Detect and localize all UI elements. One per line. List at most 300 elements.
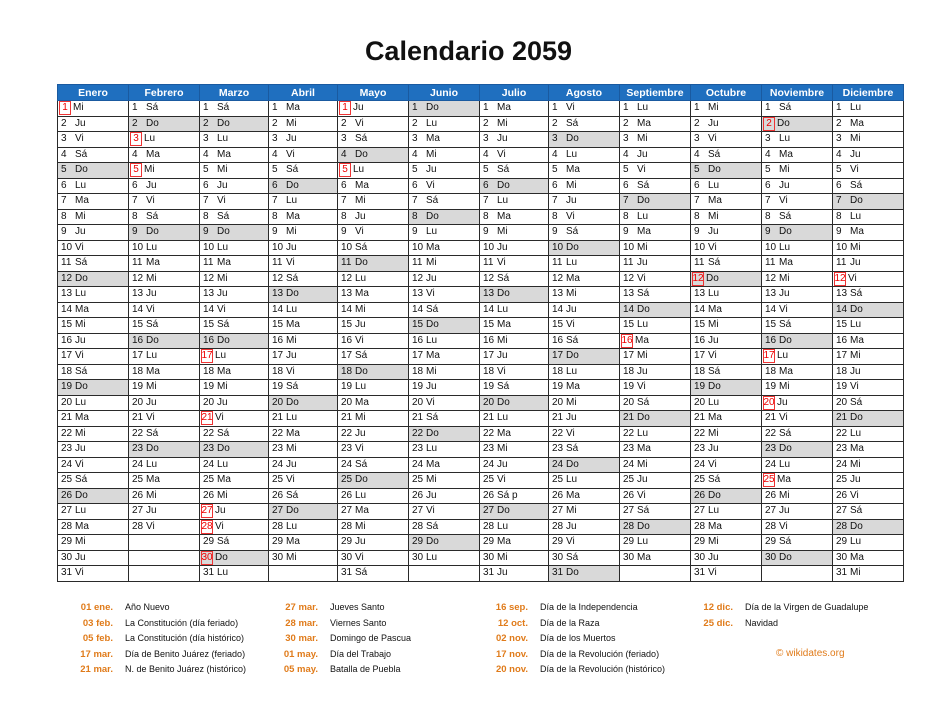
weekday-abbr: Sá [779, 210, 792, 222]
day-cell [58, 256, 129, 272]
weekday-abbr: Ma [566, 489, 580, 501]
weekday-abbr: Ma [75, 303, 89, 315]
day-number: 1 [623, 102, 629, 114]
day-number: 7 [765, 195, 771, 207]
weekday-abbr: Ma [779, 365, 793, 377]
day-cell [833, 209, 904, 225]
day-number: 28 [201, 520, 213, 532]
holiday-date: 28 mar. [285, 617, 318, 629]
day-cell [338, 209, 409, 225]
day-number: 2 [836, 117, 842, 129]
weekday-abbr: Lu [708, 288, 720, 300]
weekday-abbr: Sá [355, 458, 368, 470]
day-cell [58, 287, 129, 303]
day-cell [833, 535, 904, 551]
weekday-abbr: Vi [779, 303, 788, 315]
day-number: 15 [694, 319, 706, 331]
day-cell [620, 411, 691, 427]
weekday-abbr: Do [286, 288, 299, 300]
day-number: 23 [623, 443, 635, 455]
day-cell [129, 101, 200, 117]
day-cell [620, 287, 691, 303]
day-number: 26 [694, 489, 706, 501]
weekday-abbr: Do [146, 226, 159, 238]
day-cell [833, 271, 904, 287]
day-number: 5 [765, 164, 771, 176]
weekday-abbr: Vi [566, 427, 575, 439]
weekday-abbr: Sá [708, 148, 721, 160]
holiday-name: Navidad [745, 617, 779, 628]
day-cell [200, 333, 269, 349]
day-cell [833, 287, 904, 303]
day-number: 17 [201, 350, 213, 362]
holiday-name: Viernes Santo [330, 617, 387, 628]
day-number: 28 [552, 520, 564, 532]
day-cell [833, 504, 904, 520]
day-row [58, 380, 904, 396]
day-number: 21 [552, 412, 564, 424]
weekday-abbr: Lu [497, 195, 509, 207]
weekday-abbr: Mi [497, 117, 508, 129]
day-cell [409, 488, 480, 504]
day-number: 12 [765, 272, 777, 284]
weekday-abbr: Lu [566, 365, 578, 377]
day-cell [762, 147, 833, 163]
day-cell [620, 364, 691, 380]
day-cell [200, 349, 269, 365]
day-cell [691, 225, 762, 241]
holiday-item [472, 600, 665, 616]
day-number: 3 [61, 133, 67, 145]
weekday-abbr: Sá [355, 133, 368, 145]
holiday-date: 17 nov. [495, 648, 528, 660]
day-cell [762, 240, 833, 256]
day-cell [338, 333, 409, 349]
weekday-abbr: Sá [566, 443, 579, 455]
day-cell [58, 132, 129, 148]
day-row [58, 147, 904, 163]
holiday-item [262, 631, 411, 647]
day-number: 25 [412, 474, 424, 486]
weekday-abbr: Vi [708, 350, 717, 362]
weekday-abbr: Ju [355, 210, 366, 222]
day-cell [409, 411, 480, 427]
holiday-item [57, 616, 246, 632]
day-number: 14 [694, 303, 706, 315]
credit-link[interactable]: © wikidates.org [776, 648, 845, 659]
day-number: 25 [552, 474, 564, 486]
day-number: 15 [836, 319, 848, 331]
day-cell [620, 225, 691, 241]
weekday-abbr: Sá [426, 520, 439, 532]
day-number: 24 [132, 458, 144, 470]
day-cell [762, 163, 833, 179]
weekday-abbr: Ju [75, 117, 86, 129]
day-cell [833, 457, 904, 473]
day-number: 3 [836, 133, 842, 145]
day-cell [549, 550, 620, 566]
weekday-abbr: Mi [779, 164, 790, 176]
day-number: 9 [272, 226, 278, 238]
day-number: 6 [203, 179, 209, 191]
weekday-abbr: Vi [637, 164, 646, 176]
weekday-abbr: Do [850, 520, 863, 532]
day-number: 27 [201, 505, 213, 517]
weekday-abbr: Sá [850, 396, 863, 408]
weekday-abbr: Mi [426, 257, 437, 269]
empty-cell [409, 566, 480, 582]
weekday-abbr: Do [637, 195, 650, 207]
day-number: 5 [412, 164, 418, 176]
day-number: 2 [61, 117, 67, 129]
day-number: 3 [272, 133, 278, 145]
day-number: 23 [203, 443, 215, 455]
weekday-abbr: Ma [217, 365, 231, 377]
day-number: 30 [483, 551, 495, 563]
day-cell [269, 442, 338, 458]
day-number: 4 [203, 148, 209, 160]
day-number: 30 [623, 551, 635, 563]
day-cell [338, 349, 409, 365]
day-number: 18 [552, 365, 564, 377]
day-cell [338, 395, 409, 411]
weekday-abbr: Ma [355, 179, 369, 191]
day-number: 16 [272, 334, 284, 346]
weekday-abbr: Do [850, 412, 863, 424]
weekday-abbr: Ju [146, 505, 157, 517]
day-cell [338, 411, 409, 427]
day-number: 30 [341, 551, 353, 563]
holiday-item [472, 662, 665, 678]
holiday-item [57, 631, 246, 647]
day-number: 26 [765, 489, 777, 501]
day-cell [549, 256, 620, 272]
weekday-abbr: Ma [426, 241, 440, 253]
weekday-abbr: Sá [426, 303, 439, 315]
calendar-table [57, 84, 904, 582]
day-number: 23 [61, 443, 73, 455]
day-number: 8 [272, 210, 278, 222]
day-number: 2 [341, 117, 347, 129]
weekday-abbr: Mi [637, 241, 648, 253]
day-number: 8 [765, 210, 771, 222]
weekday-abbr: Vi [497, 148, 506, 160]
day-number: 15 [61, 319, 73, 331]
day-number: 11 [836, 257, 847, 269]
weekday-abbr: Vi [426, 396, 435, 408]
day-cell [762, 380, 833, 396]
day-cell [269, 426, 338, 442]
weekday-abbr: Sá [637, 179, 650, 191]
day-cell [620, 426, 691, 442]
day-number: 2 [694, 117, 700, 129]
day-cell [691, 147, 762, 163]
weekday-abbr: Do [355, 474, 368, 486]
day-number: 24 [623, 458, 635, 470]
weekday-abbr: Mi [850, 458, 861, 470]
weekday-abbr: Mi [426, 148, 437, 160]
weekday-abbr: Mi [426, 365, 437, 377]
day-cell [200, 287, 269, 303]
day-row [58, 287, 904, 303]
weekday-abbr: Mi [497, 334, 508, 346]
day-cell [200, 256, 269, 272]
day-cell [480, 163, 549, 179]
day-number: 14 [412, 303, 424, 315]
day-cell [620, 535, 691, 551]
weekday-abbr: Sá [637, 505, 650, 517]
weekday-abbr: Mi [566, 396, 577, 408]
weekday-abbr: Mi [286, 117, 297, 129]
weekday-abbr: Vi [637, 272, 646, 284]
weekday-abbr: Do [426, 319, 439, 331]
day-row [58, 302, 904, 318]
day-cell [269, 333, 338, 349]
day-number: 20 [132, 396, 144, 408]
day-number: 1 [272, 102, 278, 114]
weekday-abbr: Vi [497, 257, 506, 269]
weekday-abbr: Ma [637, 551, 651, 563]
day-number: 7 [132, 195, 138, 207]
weekday-abbr: Vi [217, 303, 226, 315]
day-number: 24 [412, 458, 424, 470]
day-number: 23 [765, 443, 777, 455]
day-cell [833, 411, 904, 427]
weekday-abbr: Sá [497, 381, 510, 393]
day-cell [409, 209, 480, 225]
day-cell [480, 287, 549, 303]
weekday-abbr: Lu [217, 133, 229, 145]
day-number: 29 [765, 536, 777, 548]
day-cell [200, 147, 269, 163]
weekday-abbr: Ma [637, 226, 651, 238]
weekday-abbr: Sá [217, 102, 230, 114]
day-number: 5 [203, 164, 209, 176]
day-cell [691, 318, 762, 334]
day-number: 22 [765, 427, 777, 439]
weekday-abbr: Sá [217, 536, 230, 548]
day-number: 7 [552, 195, 558, 207]
day-cell [338, 225, 409, 241]
day-cell [338, 426, 409, 442]
day-cell [833, 426, 904, 442]
day-cell [549, 240, 620, 256]
day-cell [833, 442, 904, 458]
day-row [58, 225, 904, 241]
weekday-abbr: Ma [286, 319, 300, 331]
weekday-abbr: Mi [497, 443, 508, 455]
day-cell [762, 488, 833, 504]
day-number: 9 [341, 226, 347, 238]
day-number: 14 [203, 303, 215, 315]
day-cell [338, 147, 409, 163]
day-cell [129, 380, 200, 396]
holiday-date: 01 ene. [80, 602, 113, 613]
day-cell [129, 318, 200, 334]
weekday-abbr: Ju [75, 226, 86, 238]
day-cell [480, 240, 549, 256]
weekday-abbr: Do [286, 179, 299, 191]
day-number: 31 [61, 567, 73, 579]
day-number: 7 [61, 195, 67, 207]
weekday-abbr: Lu [353, 164, 365, 176]
weekday-abbr: Vi [217, 195, 226, 207]
weekday-abbr: Ju [708, 334, 719, 346]
day-number: 19 [412, 381, 424, 393]
weekday-abbr: Sá [708, 365, 721, 377]
holiday-item [57, 662, 246, 678]
day-number: 30 [765, 551, 777, 563]
day-cell [549, 535, 620, 551]
day-cell [762, 349, 833, 365]
day-cell [200, 504, 269, 520]
weekday-abbr: Sá [75, 257, 88, 269]
day-cell [200, 302, 269, 318]
day-cell [129, 240, 200, 256]
weekday-abbr: Ma [286, 427, 300, 439]
day-cell [762, 473, 833, 489]
weekday-abbr: Do [497, 396, 510, 408]
day-number: 1 [339, 101, 351, 115]
day-number: 14 [623, 303, 635, 315]
weekday-abbr: Vi [848, 272, 857, 284]
day-number: 17 [623, 350, 635, 362]
weekday-abbr: Lu [708, 505, 720, 517]
month-header-10: Octubre [691, 85, 762, 101]
day-cell [409, 457, 480, 473]
weekday-abbr: Sá [217, 427, 230, 439]
day-cell [269, 132, 338, 148]
day-number: 21 [765, 412, 777, 424]
day-number: 14 [132, 303, 144, 315]
weekday-abbr: Sá [708, 257, 721, 269]
day-cell [480, 225, 549, 241]
day-cell [833, 147, 904, 163]
day-number: 1 [694, 102, 700, 114]
day-cell [409, 101, 480, 117]
weekday-abbr: Do [708, 489, 721, 501]
day-cell [833, 256, 904, 272]
day-number: 1 [483, 102, 489, 114]
day-row [58, 364, 904, 380]
day-number: 21 [412, 412, 424, 424]
day-cell [549, 225, 620, 241]
day-number: 7 [694, 195, 700, 207]
day-cell [129, 116, 200, 132]
holiday-item [472, 616, 665, 632]
day-number: 27 [132, 505, 144, 517]
day-cell [338, 457, 409, 473]
weekday-abbr: Mi [73, 102, 84, 114]
day-cell [620, 519, 691, 535]
day-number: 28 [765, 520, 777, 532]
weekday-abbr: Ju [353, 102, 364, 114]
day-number: 23 [412, 443, 424, 455]
day-number: 13 [623, 288, 635, 300]
day-cell [200, 116, 269, 132]
day-cell [58, 194, 129, 210]
weekday-abbr: Ma [566, 381, 580, 393]
day-cell [129, 302, 200, 318]
day-number: 1 [203, 102, 209, 114]
day-number: 24 [836, 458, 848, 470]
day-cell [58, 566, 129, 582]
weekday-abbr: Ju [566, 412, 577, 424]
day-cell [200, 178, 269, 194]
day-cell [762, 225, 833, 241]
page-title: Calendario 2059 [364, 36, 573, 66]
weekday-abbr: Sá [286, 272, 299, 284]
day-cell [762, 178, 833, 194]
day-number: 2 [412, 117, 418, 129]
weekday-abbr: Mi [355, 412, 366, 424]
day-number: 28 [272, 520, 284, 532]
day-cell [200, 209, 269, 225]
day-number: 31 [341, 567, 353, 579]
day-number: 17 [132, 350, 144, 362]
weekday-abbr: Mi [286, 226, 297, 238]
day-cell [480, 101, 549, 117]
weekday-abbr: Ma [566, 272, 580, 284]
weekday-abbr: Lu [637, 210, 649, 222]
day-cell [409, 426, 480, 442]
day-cell [200, 411, 269, 427]
day-cell [833, 395, 904, 411]
weekday-abbr: Ju [779, 505, 790, 517]
day-number: 10 [272, 241, 284, 253]
day-cell [129, 411, 200, 427]
day-number: 23 [272, 443, 284, 455]
day-number: 11 [765, 257, 776, 269]
weekday-abbr: Mi [75, 319, 86, 331]
weekday-abbr: Ma [497, 102, 511, 114]
day-number: 12 [341, 272, 353, 284]
day-cell [269, 194, 338, 210]
weekday-abbr: Do [779, 443, 792, 455]
day-cell [620, 349, 691, 365]
day-cell [620, 395, 691, 411]
day-number: 1 [552, 102, 558, 114]
weekday-abbr: Lu [215, 350, 227, 362]
day-cell [762, 333, 833, 349]
day-number: 9 [61, 226, 67, 238]
month-header-2: Febrero [129, 85, 200, 101]
day-number: 21 [132, 412, 144, 424]
day-number: 22 [836, 427, 848, 439]
holiday-item [677, 616, 868, 632]
day-cell [620, 504, 691, 520]
day-cell [480, 194, 549, 210]
day-cell [409, 302, 480, 318]
weekday-abbr: Vi [637, 489, 646, 501]
weekday-abbr: Mi [779, 381, 790, 393]
holiday-item [262, 662, 411, 678]
day-number: 16 [836, 334, 848, 346]
weekday-abbr: Ju [850, 474, 861, 486]
weekday-abbr: Ju [146, 179, 157, 191]
weekday-abbr: Lu [850, 536, 862, 548]
day-cell [833, 473, 904, 489]
weekday-abbr: Lu [637, 536, 649, 548]
day-number: 5 [623, 164, 629, 176]
day-number: 12 [552, 272, 564, 284]
day-cell [480, 209, 549, 225]
day-cell [338, 271, 409, 287]
day-cell [620, 147, 691, 163]
weekday-abbr: Lu [75, 505, 87, 517]
day-number: 18 [272, 365, 284, 377]
day-cell [620, 132, 691, 148]
